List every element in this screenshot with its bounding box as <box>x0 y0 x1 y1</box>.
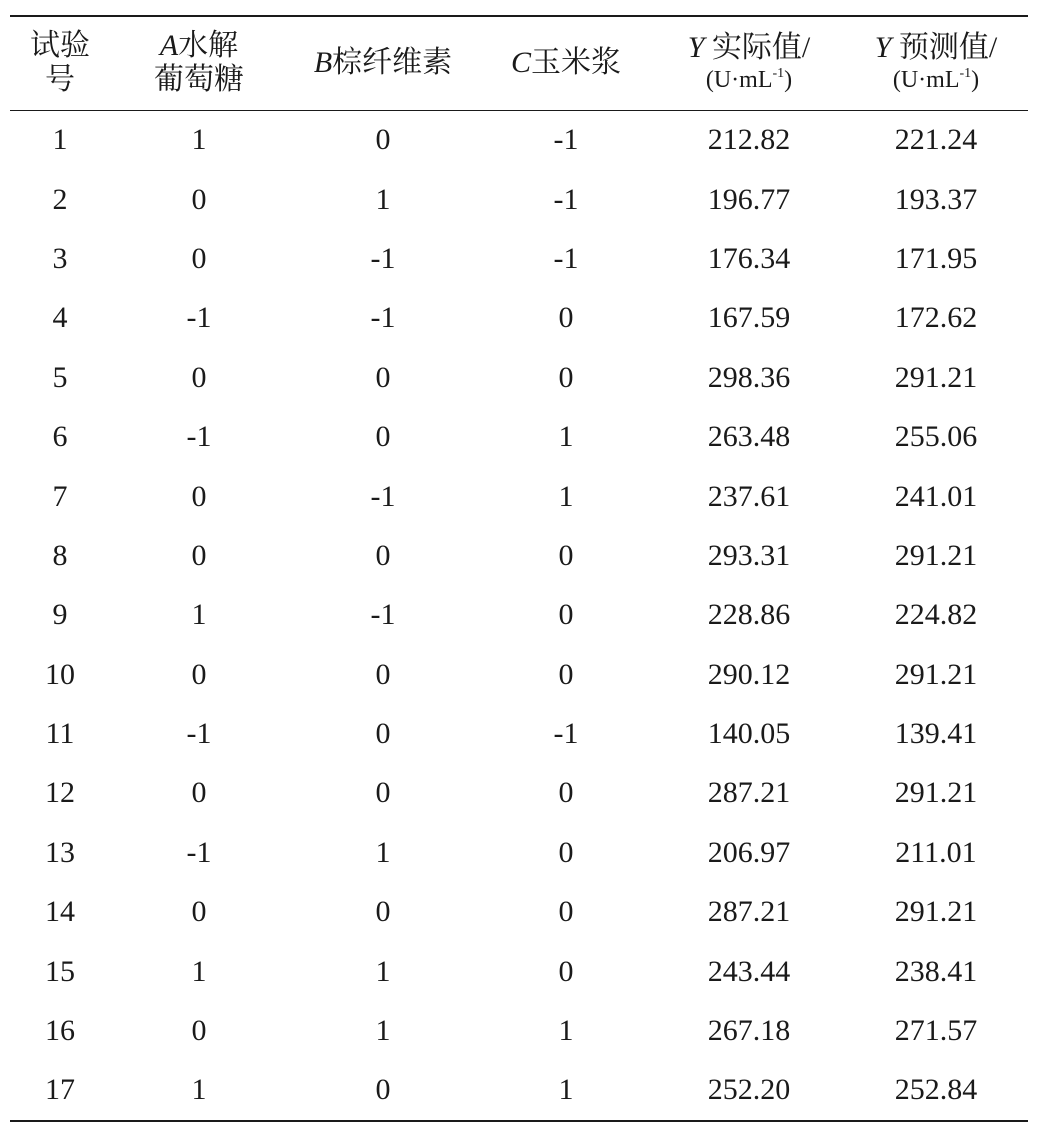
cell-factor-c: 1 <box>558 1073 574 1107</box>
table-row <box>10 229 1028 288</box>
cell-factor-b: 1 <box>375 835 391 869</box>
cell-trial-no: 4 <box>52 301 68 335</box>
cell-trial-no: 16 <box>45 1014 75 1048</box>
cell-factor-b: 0 <box>375 420 391 454</box>
cell-actual-value: 228.86 <box>707 598 791 632</box>
cell-factor-b: -1 <box>370 301 396 335</box>
cell-factor-b: 1 <box>375 1014 391 1048</box>
table-row <box>10 289 1028 348</box>
cell-actual-value: 140.05 <box>707 717 791 751</box>
cell-factor-c: 0 <box>558 360 574 394</box>
header-factor-b-line1: 棕纤维素 <box>332 46 453 80</box>
cell-trial-no: 12 <box>45 776 75 810</box>
cell-actual-value: 243.44 <box>707 954 791 988</box>
table-row <box>10 467 1028 526</box>
cell-factor-a: -1 <box>186 301 212 335</box>
cell-factor-a: 1 <box>191 598 207 632</box>
header-actual-unit-sup: -1 <box>772 66 785 82</box>
cell-factor-a: -1 <box>186 717 212 751</box>
header-trial-no-line2: 号 <box>45 63 75 97</box>
cell-factor-b: 0 <box>375 895 391 929</box>
table-row <box>10 883 1028 942</box>
cell-factor-a: 0 <box>191 538 207 572</box>
cell-actual-value: 252.20 <box>707 1073 791 1107</box>
cell-factor-b: -1 <box>370 241 396 275</box>
cell-factor-b: 1 <box>375 954 391 988</box>
cell-factor-a: 1 <box>191 954 207 988</box>
cell-predicted-value: 291.21 <box>894 895 978 929</box>
cell-factor-b: 0 <box>375 657 391 691</box>
cell-trial-no: 3 <box>52 241 68 275</box>
header-actual-var: Y <box>687 31 705 65</box>
cell-factor-c: 0 <box>558 776 574 810</box>
cell-factor-c: 0 <box>558 954 574 988</box>
cell-factor-c: -1 <box>553 717 579 751</box>
cell-factor-b: 1 <box>375 182 391 216</box>
header-row <box>10 16 1028 110</box>
cell-factor-c: 0 <box>558 538 574 572</box>
table-header <box>10 16 1028 110</box>
cell-predicted-value: 139.41 <box>894 717 978 751</box>
cell-factor-a: -1 <box>186 420 212 454</box>
header-predicted-value <box>844 16 1028 110</box>
cell-factor-c: -1 <box>553 241 579 275</box>
cell-factor-a: 0 <box>191 360 207 394</box>
cell-trial-no: 15 <box>45 954 75 988</box>
cell-trial-no: 5 <box>52 360 68 394</box>
cell-factor-c: 0 <box>558 598 574 632</box>
header-actual-unit <box>654 65 844 95</box>
header-factor-b <box>288 16 478 110</box>
cell-actual-value: 293.31 <box>707 538 791 572</box>
cell-trial-no: 1 <box>52 123 68 157</box>
cell-predicted-value: 238.41 <box>894 954 978 988</box>
cell-actual-value: 167.59 <box>707 301 791 335</box>
cell-predicted-value: 224.82 <box>894 598 978 632</box>
header-predicted-unit <box>844 65 1028 95</box>
header-actual-line1: 实际值/ <box>711 31 811 65</box>
cell-trial-no: 14 <box>45 895 75 929</box>
cell-trial-no: 9 <box>52 598 68 632</box>
cell-actual-value: 196.77 <box>707 182 791 216</box>
cell-predicted-value: 252.84 <box>894 1073 978 1107</box>
cell-factor-a: 0 <box>191 895 207 929</box>
cell-trial-no: 7 <box>52 479 68 513</box>
cell-actual-value: 287.21 <box>707 895 791 929</box>
cell-predicted-value: 291.21 <box>894 538 978 572</box>
cell-factor-c: 0 <box>558 657 574 691</box>
cell-trial-no: 2 <box>52 182 68 216</box>
header-actual-unit-post: ) <box>784 67 793 94</box>
cell-factor-a: 0 <box>191 657 207 691</box>
cell-factor-b: 0 <box>375 776 391 810</box>
cell-trial-no: 11 <box>45 717 75 751</box>
cell-factor-b: 0 <box>375 123 391 157</box>
cell-predicted-value: 291.21 <box>894 776 978 810</box>
table-row <box>10 110 1028 170</box>
cell-factor-a: 0 <box>191 1014 207 1048</box>
table-row <box>10 942 1028 1001</box>
cell-factor-c: 1 <box>558 420 574 454</box>
cell-trial-no: 8 <box>52 538 68 572</box>
cell-factor-c: -1 <box>553 182 579 216</box>
table-row <box>10 1001 1028 1060</box>
header-factor-a <box>110 16 288 110</box>
cell-predicted-value: 171.95 <box>894 241 978 275</box>
header-actual-unit-pre: (U·mL <box>705 67 773 94</box>
cell-factor-a: 1 <box>191 123 207 157</box>
cell-factor-b: 0 <box>375 360 391 394</box>
header-trial-no <box>10 16 110 110</box>
table-row <box>10 645 1028 704</box>
cell-actual-value: 206.97 <box>707 835 791 869</box>
header-predicted-unit-post: ) <box>971 67 980 94</box>
results-table <box>10 15 1028 1122</box>
cell-factor-c: 0 <box>558 301 574 335</box>
cell-predicted-value: 255.06 <box>894 420 978 454</box>
cell-factor-c: 1 <box>558 1014 574 1048</box>
header-predicted-line1: 预测值/ <box>898 31 998 65</box>
cell-predicted-value: 193.37 <box>894 182 978 216</box>
header-factor-c-line1: 玉米浆 <box>531 46 621 80</box>
cell-factor-a: 1 <box>191 1073 207 1107</box>
header-factor-a-line1: 水解 <box>178 29 239 63</box>
cell-factor-a: -1 <box>186 835 212 869</box>
header-actual-value <box>654 16 844 110</box>
table-row <box>10 704 1028 763</box>
cell-predicted-value: 172.62 <box>894 301 978 335</box>
cell-factor-c: -1 <box>553 123 579 157</box>
cell-predicted-value: 241.01 <box>894 479 978 513</box>
cell-factor-b: -1 <box>370 479 396 513</box>
results-table-container <box>10 15 1028 1122</box>
cell-factor-a: 0 <box>191 479 207 513</box>
header-factor-c <box>478 16 654 110</box>
table-row <box>10 1061 1028 1121</box>
cell-factor-c: 0 <box>558 895 574 929</box>
table-row <box>10 526 1028 585</box>
header-factor-a-var: A <box>159 29 179 63</box>
table-row <box>10 170 1028 229</box>
table-body <box>10 110 1028 1121</box>
table-row <box>10 764 1028 823</box>
header-factor-b-var: B <box>313 46 333 80</box>
cell-factor-b: 0 <box>375 717 391 751</box>
cell-predicted-value: 211.01 <box>895 835 977 869</box>
table-row <box>10 823 1028 882</box>
cell-actual-value: 298.36 <box>707 360 791 394</box>
table-row <box>10 586 1028 645</box>
table-row <box>10 407 1028 466</box>
cell-actual-value: 176.34 <box>707 241 791 275</box>
cell-predicted-value: 291.21 <box>894 360 978 394</box>
cell-predicted-value: 271.57 <box>894 1014 978 1048</box>
cell-predicted-value: 291.21 <box>894 657 978 691</box>
cell-actual-value: 212.82 <box>707 123 791 157</box>
cell-actual-value: 287.21 <box>707 776 791 810</box>
cell-predicted-value: 221.24 <box>894 123 978 157</box>
cell-factor-a: 0 <box>191 182 207 216</box>
header-predicted-var: Y <box>874 31 892 65</box>
cell-actual-value: 237.61 <box>707 479 791 513</box>
cell-actual-value: 290.12 <box>707 657 791 691</box>
cell-factor-b: -1 <box>370 598 396 632</box>
cell-factor-b: 0 <box>375 538 391 572</box>
cell-trial-no: 17 <box>45 1073 75 1107</box>
cell-factor-b: 0 <box>375 1073 391 1107</box>
header-predicted-unit-pre: (U·mL <box>892 67 960 94</box>
cell-actual-value: 267.18 <box>707 1014 791 1048</box>
header-factor-c-var: C <box>510 46 531 80</box>
cell-trial-no: 10 <box>45 657 75 691</box>
header-trial-no-line1: 试验 <box>30 29 90 63</box>
table-row <box>10 348 1028 407</box>
cell-actual-value: 263.48 <box>707 420 791 454</box>
cell-trial-no: 6 <box>52 420 68 454</box>
header-factor-a-line2: 葡萄糖 <box>154 63 244 97</box>
cell-factor-a: 0 <box>191 776 207 810</box>
cell-factor-c: 1 <box>558 479 574 513</box>
header-predicted-unit-sup: -1 <box>959 66 972 82</box>
cell-factor-c: 0 <box>558 835 574 869</box>
cell-factor-a: 0 <box>191 241 207 275</box>
cell-trial-no: 13 <box>45 835 75 869</box>
